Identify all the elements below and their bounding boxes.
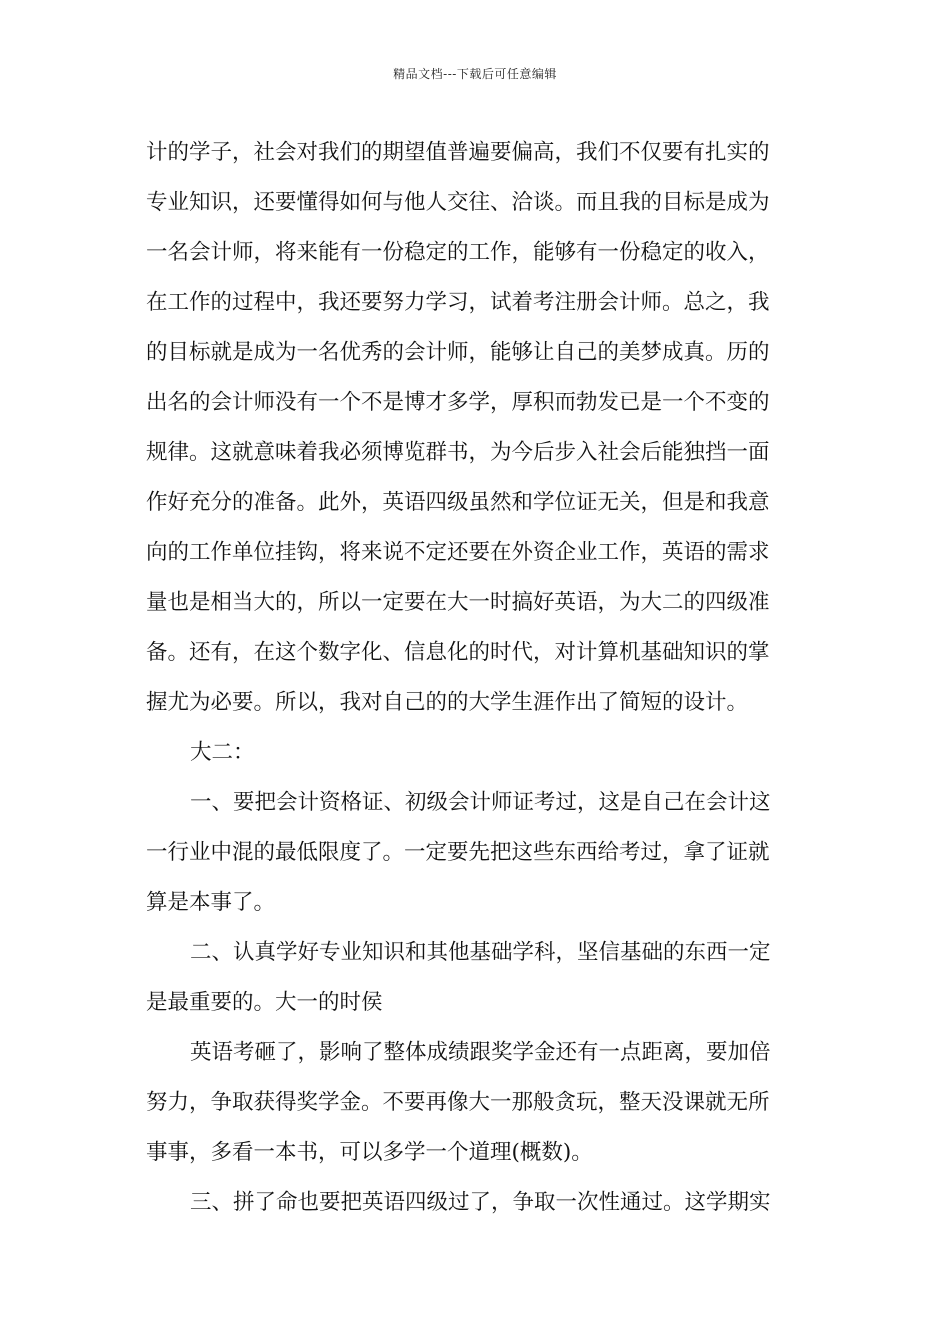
text-line: 量也是相当大的，所以一定要在大一时搞好英语，为大二的四级准: [146, 590, 770, 615]
text-line: 的目标就是成为一名优秀的会计师，能够让自己的美梦成真。历的: [146, 340, 770, 365]
text-line: 计的学子，社会对我们的期望值普遍要偏高，我们不仅要有扎实的: [146, 140, 770, 165]
text-line: 努力，争取获得奖学金。不要再像大一那般贪玩，整天没课就无所: [146, 1090, 770, 1115]
text-line: 作好充分的准备。此外，英语四级虽然和学位证无关，但是和我意: [146, 490, 770, 515]
text-line: 是最重要的。大一的时侯: [146, 990, 383, 1015]
text-line: 规律。这就意味着我必须博览群书，为今后步入社会后能独挡一面: [146, 440, 770, 465]
text-line: 握尤为必要。所以，我对自己的的大学生涯作出了简短的设计。: [146, 690, 749, 715]
text-line: 事事，多看一本书，可以多学一个道理(概数)。: [146, 1140, 593, 1165]
text-line: 出名的会计师没有一个不是博才多学，厚积而勃发已是一个不变的: [146, 390, 770, 415]
text-line: 二、认真学好专业知识和其他基础学科，坚信基础的东西一定: [190, 940, 771, 965]
page-header: 精品文档---下载后可任意编辑: [393, 67, 557, 81]
text-line: 专业知识，还要懂得如何与他人交往、洽谈。而且我的目标是成为: [146, 190, 770, 215]
document-body: [146, 128, 806, 1228]
section-heading: 大二：: [190, 740, 255, 765]
text-line: 算是本事了。: [146, 890, 276, 915]
text-line: 向的工作单位挂钩，将来说不定还要在外资企业工作，英语的需求: [146, 540, 770, 565]
text-line: 英语考砸了，影响了整体成绩跟奖学金还有一点距离，要加倍: [190, 1040, 771, 1065]
text-line: 一名会计师，将来能有一份稳定的工作，能够有一份稳定的收入，: [146, 240, 770, 265]
text-line: 在工作的过程中，我还要努力学习，试着考注册会计师。总之，我: [146, 290, 770, 315]
text-line: 一、要把会计资格证、初级会计师证考过，这是自己在会计这: [190, 790, 771, 815]
text-line: 三、拼了命也要把英语四级过了，争取一次性通过。这学期实: [190, 1190, 771, 1215]
text-line: 一行业中混的最低限度了。一定要先把这些东西给考过，拿了证就: [146, 840, 770, 865]
text-line: 备。还有，在这个数字化、信息化的时代，对计算机基础知识的掌: [146, 640, 770, 665]
